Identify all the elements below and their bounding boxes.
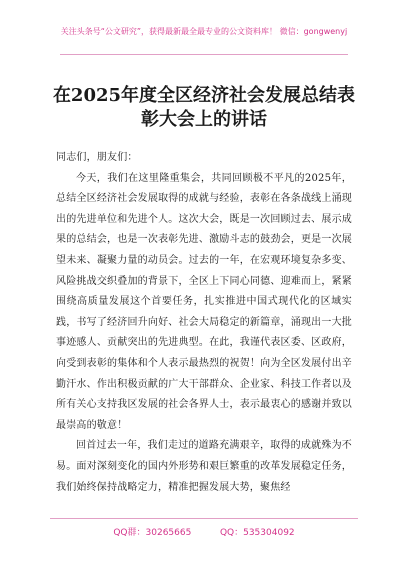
document-body xyxy=(56,148,352,498)
page-header xyxy=(0,0,408,62)
paragraph-2: 回首过去一年，我们走过的道路充满艰辛，取得的成就殊为不易。面对深刻变化的国内外形势和艰巨繁重的改革发展稳定任务，我们始终保持战略定力，精准把握发展大势，聚焦经 xyxy=(56,440,352,493)
header-divider xyxy=(60,54,348,55)
greeting-line: 同志们，朋友们： xyxy=(56,152,138,163)
footer-qq: QQ：535304092 xyxy=(219,528,295,538)
footer-contact xyxy=(0,525,408,538)
footer-qq-group: QQ群：30265665 xyxy=(113,528,192,538)
footer-divider xyxy=(50,518,358,519)
header-promo-text: 关注头条号“公文研究”，获得最新最全最专业的公文资料库！ 微信：gongwenyj xyxy=(60,27,348,36)
paragraph-1: 今天，我们在这里隆重集会，共同回顾极不平凡的2025年，总结全区经济社会发展取得的成就与经验，表彰在各条战线上涌现出的先进单位和先进个人。这次大会，既是一次回顾过去、展示成果的总结会，也是一次表彰先进、激励斗志的鼓劲会，更是一次展望未来、凝聚力量的动员会。过去的一年，在宏观环境复杂多变、风险挑战交织叠加的背景下，全区上下同心同德、迎难而上，紧紧围绕高质量发展这个首要任务，扎实推进中国式现代化的区域实践，书写了经济回升向好、社会大局稳定的新篇章，涌现出一大批事迹感人、贡献突出的先进典型。在此，我谨代表区委、区政府，向受到表彰的集体和个人表示最热烈的祝贺！向为全区发展付出辛勤汗水、作出积极贡献的广大干部群众、企业家、科技工作者以及所有关心支持我区发展的社会各界人士，表示最衷心的感谢并致以最崇高的敬意！ xyxy=(56,172,352,431)
document-title: 在2025年度全区经济社会发展总结表彰大会上的讲话 xyxy=(52,85,356,130)
